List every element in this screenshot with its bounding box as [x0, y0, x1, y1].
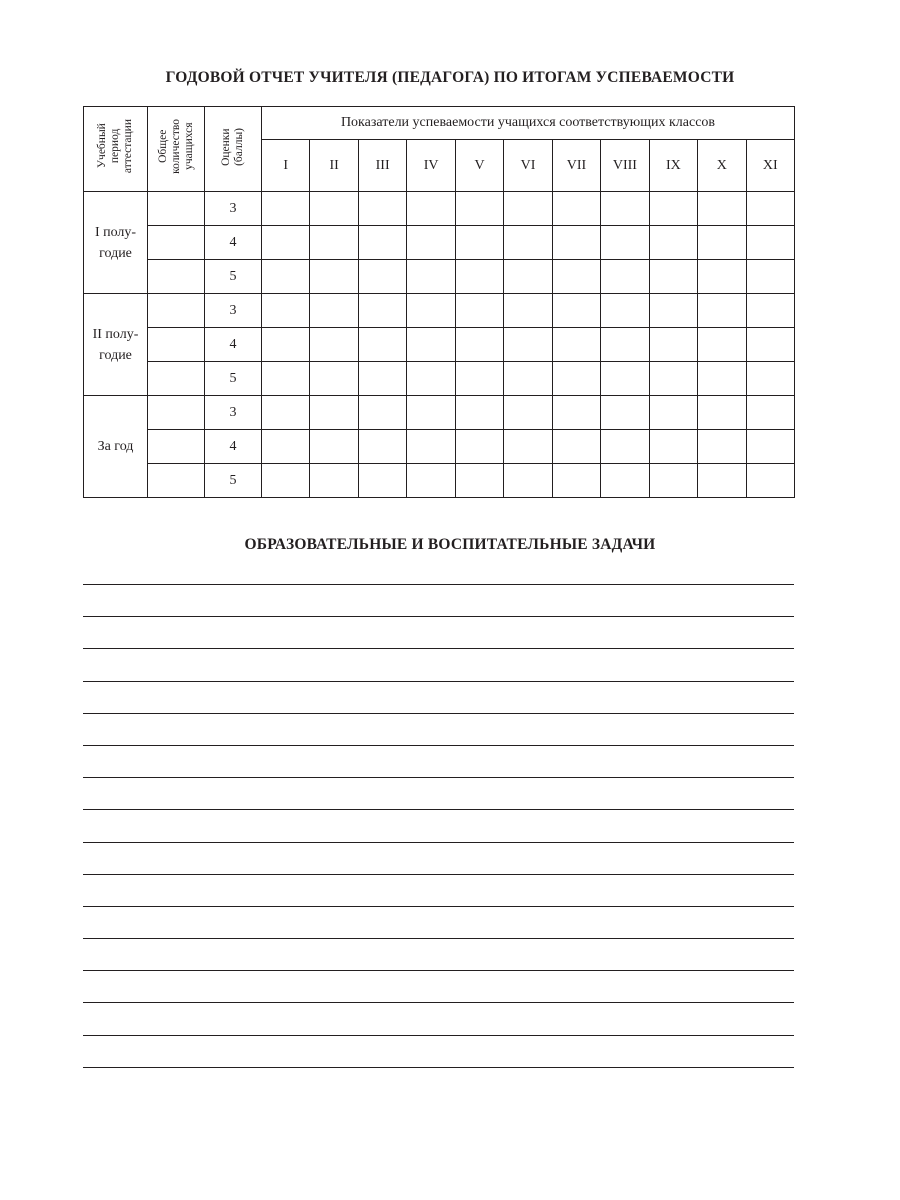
- class-header: VII: [552, 140, 600, 192]
- indicator-cell[interactable]: [262, 328, 310, 362]
- total-students-cell[interactable]: [148, 362, 205, 396]
- indicator-cell[interactable]: [746, 260, 794, 294]
- indicator-cell[interactable]: [552, 328, 600, 362]
- indicator-cell[interactable]: [310, 260, 358, 294]
- indicator-cell[interactable]: [746, 396, 794, 430]
- table-row: [84, 260, 795, 294]
- indicator-cell[interactable]: [601, 328, 649, 362]
- indicator-cell[interactable]: [262, 430, 310, 464]
- blank-line[interactable]: [83, 970, 794, 971]
- grade-label: 4: [205, 226, 262, 260]
- indicator-cell[interactable]: [455, 226, 503, 260]
- total-students-cell[interactable]: [148, 328, 205, 362]
- indicator-cell[interactable]: [504, 192, 552, 226]
- tasks-title: ОБРАЗОВАТЕЛЬНЫЕ И ВОСПИТАТЕЛЬНЫЕ ЗАДАЧИ: [244, 536, 656, 553]
- indicator-cell[interactable]: [746, 294, 794, 328]
- indicator-cell[interactable]: [698, 294, 746, 328]
- indicator-cell[interactable]: [601, 464, 649, 498]
- indicator-cell[interactable]: [504, 464, 552, 498]
- indicator-cell[interactable]: [407, 328, 455, 362]
- indicator-cell[interactable]: [310, 464, 358, 498]
- indicator-cell[interactable]: [552, 192, 600, 226]
- indicator-cell[interactable]: [262, 226, 310, 260]
- indicator-cell[interactable]: [262, 192, 310, 226]
- total-students-cell[interactable]: [148, 464, 205, 498]
- indicator-cell[interactable]: [698, 192, 746, 226]
- indicator-cell[interactable]: [407, 226, 455, 260]
- indicator-cell[interactable]: [358, 430, 406, 464]
- indicator-cell[interactable]: [746, 464, 794, 498]
- indicator-cell[interactable]: [601, 192, 649, 226]
- indicator-cell[interactable]: [455, 260, 503, 294]
- writing-lines: [83, 584, 794, 1099]
- blank-line[interactable]: [83, 1067, 794, 1068]
- indicator-cell[interactable]: [455, 192, 503, 226]
- total-students-cell[interactable]: [148, 192, 205, 226]
- class-header: V: [455, 140, 503, 192]
- indicator-cell[interactable]: [698, 464, 746, 498]
- table-row: [84, 396, 795, 430]
- indicator-cell[interactable]: [504, 260, 552, 294]
- indicator-cell[interactable]: [746, 226, 794, 260]
- table-row: [84, 430, 795, 464]
- class-header: XI: [746, 140, 794, 192]
- indicator-cell[interactable]: [746, 430, 794, 464]
- indicator-cell[interactable]: [746, 192, 794, 226]
- blank-line[interactable]: [83, 713, 794, 714]
- class-header: IV: [407, 140, 455, 192]
- indicator-cell[interactable]: [649, 464, 697, 498]
- indicator-cell[interactable]: [649, 294, 697, 328]
- indicator-cell[interactable]: [262, 464, 310, 498]
- grade-label: 5: [205, 464, 262, 498]
- indicator-cell[interactable]: [455, 464, 503, 498]
- class-header: I: [262, 140, 310, 192]
- table-row: [84, 362, 795, 396]
- class-header: VIII: [601, 140, 649, 192]
- class-header: X: [698, 140, 746, 192]
- grades-report-table: [83, 106, 795, 498]
- indicator-cell[interactable]: [649, 260, 697, 294]
- indicator-cell[interactable]: [407, 192, 455, 226]
- indicator-cell[interactable]: [310, 226, 358, 260]
- indicator-cell[interactable]: [552, 294, 600, 328]
- indicator-cell[interactable]: [698, 430, 746, 464]
- blank-line[interactable]: [83, 1035, 794, 1036]
- indicator-cell[interactable]: [358, 362, 406, 396]
- indicator-cell[interactable]: [552, 464, 600, 498]
- class-header: VI: [504, 140, 552, 192]
- indicator-cell[interactable]: [358, 328, 406, 362]
- blank-line[interactable]: [83, 842, 794, 843]
- indicator-cell[interactable]: [601, 396, 649, 430]
- indicator-cell[interactable]: [552, 260, 600, 294]
- indicator-cell[interactable]: [310, 396, 358, 430]
- table-row: [84, 294, 795, 328]
- indicator-cell[interactable]: [698, 396, 746, 430]
- indicator-cell[interactable]: [746, 328, 794, 362]
- indicator-cell[interactable]: [504, 396, 552, 430]
- indicator-cell[interactable]: [552, 362, 600, 396]
- indicator-cell[interactable]: [649, 396, 697, 430]
- blank-line[interactable]: [83, 874, 794, 875]
- indicator-cell[interactable]: [407, 294, 455, 328]
- indicator-cell[interactable]: [552, 430, 600, 464]
- indicator-cell[interactable]: [262, 396, 310, 430]
- indicator-cell[interactable]: [358, 260, 406, 294]
- blank-line[interactable]: [83, 938, 794, 939]
- blank-line[interactable]: [83, 681, 794, 682]
- blank-line[interactable]: [83, 809, 794, 810]
- table-row: [84, 464, 795, 498]
- table-row: [84, 226, 795, 260]
- indicator-cell[interactable]: [262, 362, 310, 396]
- indicator-cell[interactable]: [358, 396, 406, 430]
- grade-label: 4: [205, 430, 262, 464]
- indicator-cell[interactable]: [601, 260, 649, 294]
- indicator-cell[interactable]: [455, 362, 503, 396]
- indicator-cell[interactable]: [407, 430, 455, 464]
- table-row: [84, 328, 795, 362]
- indicator-cell[interactable]: [310, 362, 358, 396]
- indicator-cell[interactable]: [407, 362, 455, 396]
- blank-line[interactable]: [83, 777, 794, 778]
- indicator-cell[interactable]: [310, 328, 358, 362]
- period-label: II полу- годие: [84, 294, 148, 396]
- total-students-cell[interactable]: [148, 396, 205, 430]
- indicator-cell[interactable]: [504, 294, 552, 328]
- class-header: II: [310, 140, 358, 192]
- indicator-cell[interactable]: [455, 430, 503, 464]
- indicator-cell[interactable]: [407, 396, 455, 430]
- header-indicators: Показатели успеваемости учащихся соответствующих классов: [262, 107, 795, 140]
- blank-line[interactable]: [83, 616, 794, 617]
- indicator-cell[interactable]: [649, 362, 697, 396]
- indicator-cell[interactable]: [358, 192, 406, 226]
- indicator-cell[interactable]: [455, 294, 503, 328]
- indicator-cell[interactable]: [552, 396, 600, 430]
- blank-line[interactable]: [83, 745, 794, 746]
- indicator-cell[interactable]: [698, 226, 746, 260]
- indicator-cell[interactable]: [649, 430, 697, 464]
- header-grades: Оценки (баллы): [205, 107, 262, 192]
- indicator-cell[interactable]: [698, 260, 746, 294]
- indicator-cell[interactable]: [504, 328, 552, 362]
- blank-line[interactable]: [83, 648, 794, 649]
- indicator-cell[interactable]: [601, 226, 649, 260]
- blank-line[interactable]: [83, 584, 794, 585]
- total-students-cell[interactable]: [148, 294, 205, 328]
- indicator-cell[interactable]: [698, 362, 746, 396]
- indicator-cell[interactable]: [358, 294, 406, 328]
- page-title: ГОДОВОЙ ОТЧЕТ УЧИТЕЛЯ (ПЕДАГОГА) ПО ИТОГАМ УСПЕВАЕМОСТИ: [165, 69, 735, 86]
- indicator-cell[interactable]: [407, 260, 455, 294]
- indicator-cell[interactable]: [455, 396, 503, 430]
- grade-label: 5: [205, 362, 262, 396]
- indicator-cell[interactable]: [601, 362, 649, 396]
- indicator-cell[interactable]: [262, 260, 310, 294]
- indicator-cell[interactable]: [649, 226, 697, 260]
- header-period: Учебный период аттестации: [84, 107, 148, 192]
- header-total-students: Общее количество учащихся: [148, 107, 205, 192]
- class-header: III: [358, 140, 406, 192]
- blank-line[interactable]: [83, 1002, 794, 1003]
- indicator-cell[interactable]: [601, 430, 649, 464]
- indicator-cell[interactable]: [407, 464, 455, 498]
- indicator-cell[interactable]: [746, 362, 794, 396]
- period-label: За год: [84, 396, 148, 498]
- grade-label: 3: [205, 294, 262, 328]
- indicator-cell[interactable]: [262, 294, 310, 328]
- indicator-cell[interactable]: [310, 192, 358, 226]
- class-header: IX: [649, 140, 697, 192]
- indicator-cell[interactable]: [455, 328, 503, 362]
- indicator-cell[interactable]: [504, 226, 552, 260]
- indicator-cell[interactable]: [358, 464, 406, 498]
- blank-line[interactable]: [83, 906, 794, 907]
- total-students-cell[interactable]: [148, 226, 205, 260]
- indicator-cell[interactable]: [358, 226, 406, 260]
- grade-label: 3: [205, 192, 262, 226]
- indicator-cell[interactable]: [698, 328, 746, 362]
- total-students-cell[interactable]: [148, 260, 205, 294]
- indicator-cell[interactable]: [649, 328, 697, 362]
- indicator-cell[interactable]: [552, 226, 600, 260]
- indicator-cell[interactable]: [601, 294, 649, 328]
- grade-label: 3: [205, 396, 262, 430]
- indicator-cell[interactable]: [649, 192, 697, 226]
- grade-label: 5: [205, 260, 262, 294]
- indicator-cell[interactable]: [504, 362, 552, 396]
- table-row: [84, 192, 795, 226]
- indicator-cell[interactable]: [310, 430, 358, 464]
- total-students-cell[interactable]: [148, 430, 205, 464]
- period-label: I полу- годие: [84, 192, 148, 294]
- indicator-cell[interactable]: [504, 430, 552, 464]
- grade-label: 4: [205, 328, 262, 362]
- indicator-cell[interactable]: [310, 294, 358, 328]
